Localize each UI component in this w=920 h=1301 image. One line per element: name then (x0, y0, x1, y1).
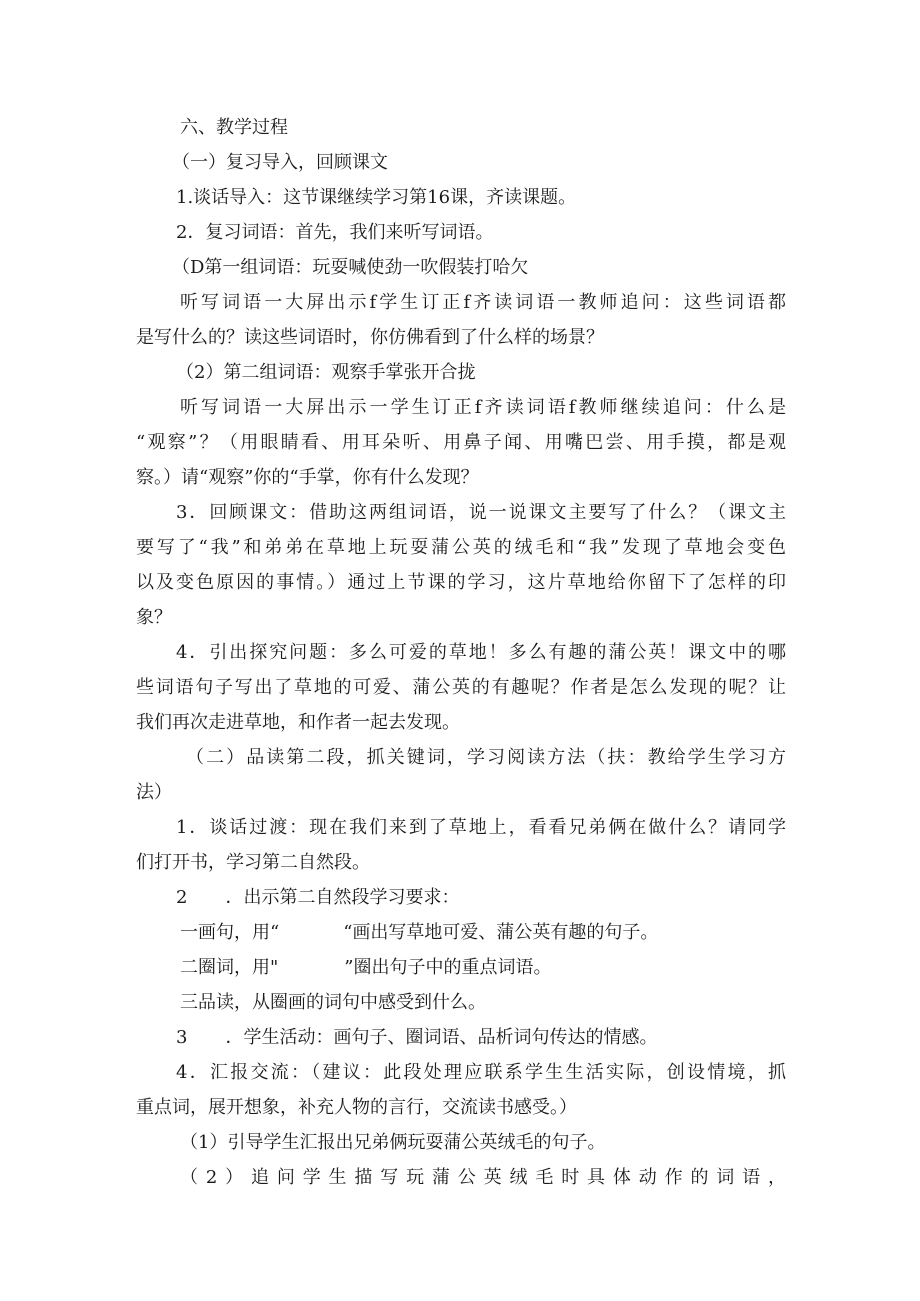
item-number: 2 (176, 887, 188, 908)
paragraph-line: （2）第二组词语：观察手掌张开合拢 (176, 362, 476, 383)
paragraph-line: 4．引出探究问题：多么可爱的草地！多么有趣的蒲公英！课文中的哪 (176, 642, 786, 663)
paragraph-line: 些词语句子写出了草地的可爱、蒲公英的有趣呢？作者是怎么发现的呢？让 (136, 677, 786, 698)
subsection-title-2: （二）品读第二段，抓关键词，学习阅读方法（扶：教给学生学习方 (186, 747, 786, 768)
paragraph-line: 1.谈话导入：这节课继续学习第16课，齐读课题。 (176, 187, 577, 208)
paragraph-line: 以及变色原因的事情。）通过上节课的学习，这片草地给你留下了怎样的印 (136, 572, 786, 593)
item-text: ．出示第二自然段学习要求： (225, 887, 460, 908)
subsection-title-2-cont: 法） (136, 782, 172, 803)
subsection-title-1: （一）复习导入，回顾课文 (172, 152, 388, 173)
item-text: 二圈词，用" (180, 957, 279, 978)
paragraph-line: 重点词，展开想象，补充人物的言行，交流读书感受。） (136, 1097, 577, 1118)
paragraph-line (180, 921, 658, 945)
item-text: 一画句，用“ (180, 922, 280, 943)
paragraph-line: 2．复习词语：首先，我们来听写词语。 (176, 222, 494, 243)
paragraph-line: 3．回顾课文：借助这两组词语，说一说课文主要写了什么？（课文主 (176, 502, 786, 523)
paragraph-line: （1）引导学生汇报出兄弟俩玩耍蒲公英绒毛的句子。 (180, 1132, 606, 1153)
item-text: “画出写草地可爱、蒲公英有趣的句子。 (343, 922, 659, 943)
item-text: ．学生活动：画句子、圈词语、品析词句传达的情感。 (225, 1027, 658, 1048)
paragraph-line: 4．汇报交流：（建议：此段处理应联系学生生活实际，创设情境，抓 (176, 1062, 786, 1083)
section-heading: 六、教学过程 (180, 117, 288, 138)
paragraph-line: （2）追问学生描写玩蒲公英绒毛时具体动作的词语， (180, 1167, 786, 1188)
paragraph-line: “观察”？（用眼睛看、用耳朵听、用鼻子闻、用嘴巴尝、用手摸，都是观 (136, 432, 786, 453)
paragraph-line: 是写什么的？读这些词语时，你仿佛看到了什么样的场景？ (136, 327, 604, 348)
paragraph-line: 们打开书，学习第二自然段。 (136, 852, 370, 873)
paragraph-line (180, 956, 551, 980)
paragraph-line: （D第一组词语：玩耍喊使劲一吹假装打哈欠 (172, 257, 529, 278)
paragraph-line: 三品读，从圈画的词句中感受到什么。 (180, 992, 486, 1013)
paragraph-line (176, 886, 459, 910)
paragraph-line: 象？ (136, 607, 172, 628)
paragraph-line: 听写词语一大屏出示f学生订正f齐读词语一教师追问：这些词语都 (180, 292, 786, 313)
paragraph-line: 听写词语一大屏出示一学生订正f齐读词语f教师继续追问：什么是 (180, 397, 786, 418)
item-number: 3 (176, 1027, 188, 1048)
item-text: ”圈出句子中的重点词语。 (344, 957, 552, 978)
paragraph-line: 察。）请“观察”你的“手掌，你有什么发现？ (136, 467, 479, 488)
paragraph-line: 1．谈话过渡：现在我们来到了草地上，看看兄弟俩在做什么？请同学 (176, 817, 786, 838)
paragraph-line: 我们再次走进草地，和作者一起去发现。 (136, 712, 460, 733)
paragraph-line (176, 1026, 657, 1050)
paragraph-line: 要写了“我”和弟弟在草地上玩耍蒲公英的绒毛和“我”发现了草地会变色 (136, 537, 786, 558)
